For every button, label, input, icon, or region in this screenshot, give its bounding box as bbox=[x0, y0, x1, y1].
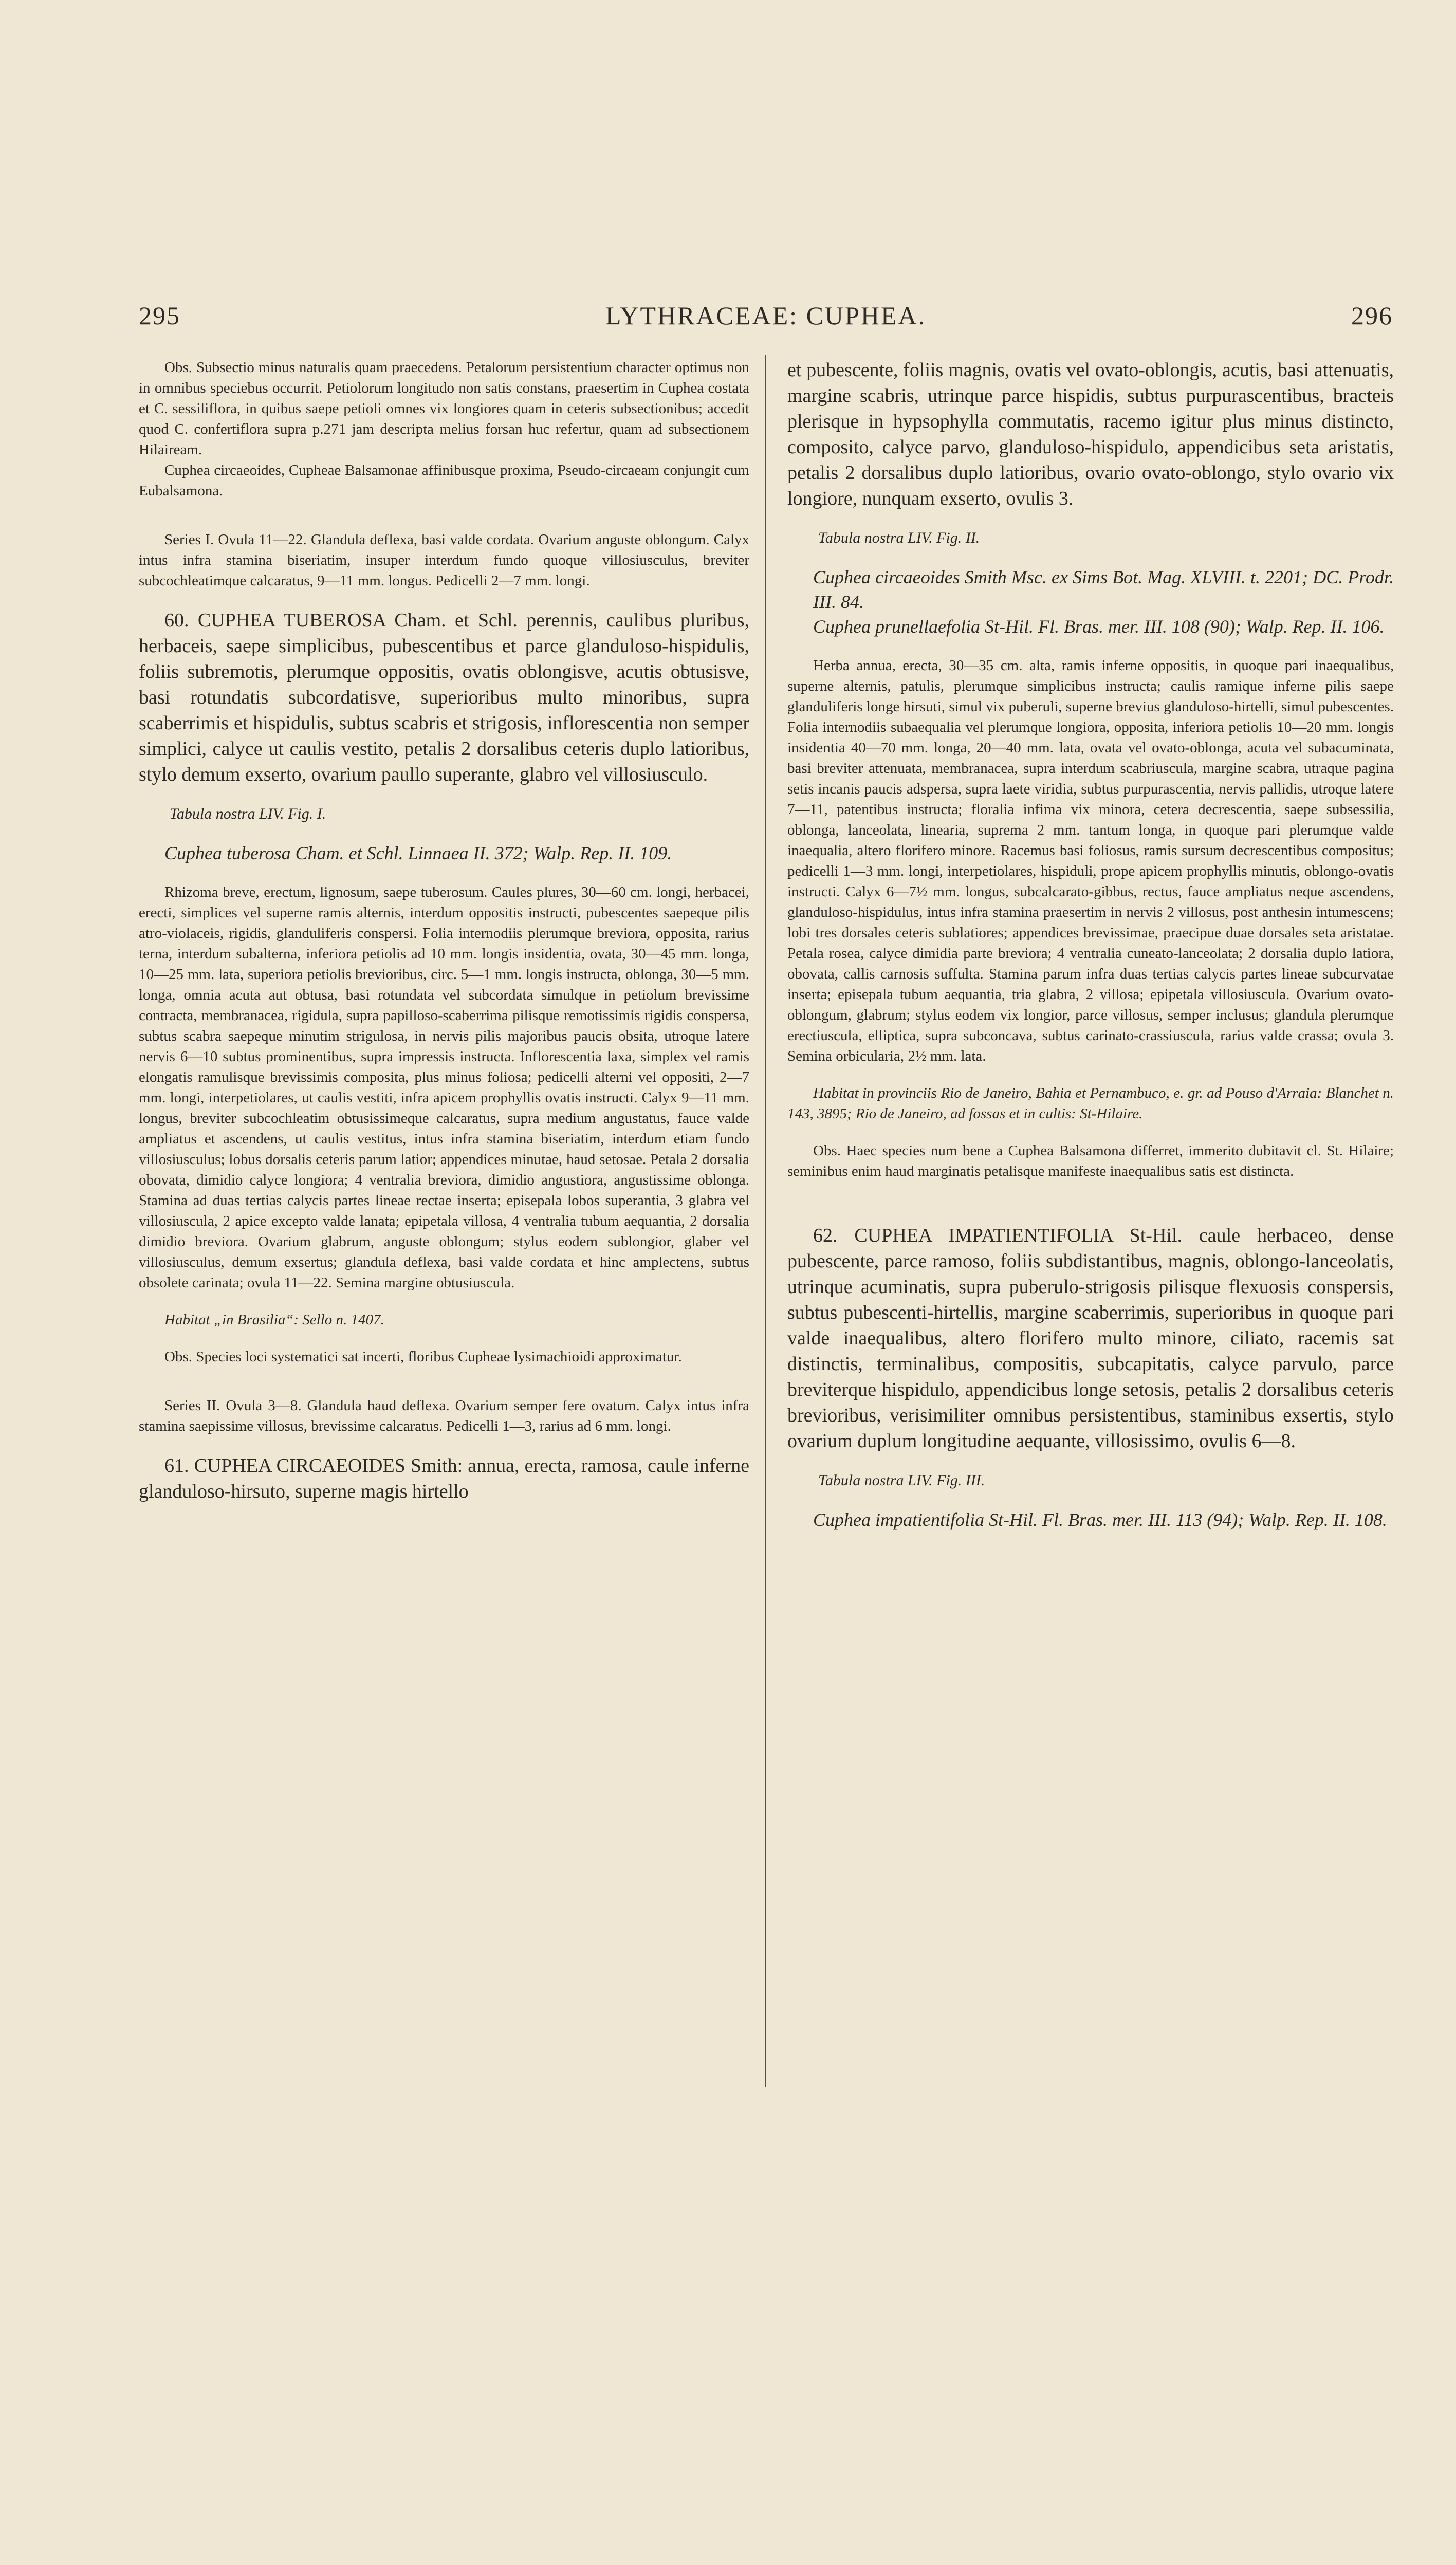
species-61-description: Herba annua, erecta, 30—35 cm. alta, ramis inferne oppositis, in quoque pari inaequalibus, superne alternis, patulis, plerumque simplicibus instructa; caulis ramique inferne pilis saepe glanduliferis longe hirsuti, simul vix puberuli, superne brevius glanduloso-hirtelli, simul pubescentes. Folia internodiis subaequalia vel plerumque longiora, opposita, inferiora petiolis 10—20 mm. longis insidentia 40—70 mm. longa, 20—40 mm. lata, ovata vel ovato-oblonga, acuta vel subacuminata, basi breviter attenuata, membranacea, supra interdum scabriuscula, margine scabra, utraque pagina setis incanis paucis adspersa, supra laete viridia, subtus purpurascentia, nervis pallidis, utroque latere 7—11, patentibus instructa; floralia infima vix minora, cetera decrescentia, saepe subsessilia, oblonga, lanceolata, linearia, suprema 2 mm. tantum longa, in quoque pari plerumque valde inaequalia, altero florifero minore. Racemus basi foliosus, ramis sursum decrescentibus compositus; pedicelli 1—3 mm. longi, interpetiolares, hispiduli, prope apicem prophyllis minutis, oblongo-ovatis instructi. Calyx 6—7½ mm. longus, subcalcarato-gibbus, rectus, fauce ampliatus neque ascendens, glanduloso-hispidulus, intus infra stamina praesertim in nervis 2 villosus, post anthesin intumescens; lobi tres dorsales ceteris sublatiores; appendices brevissimae, praecipue duae dorsales seta aristatae. Petala rosea, calyce dimidia parte breviora; 4 ventralia cuneato-lanceolata; 2 dorsalia duplo latiora, obovata, callis carnosis suffulta. Stamina parum infra duas tertias calycis partes lineae subcurvatae inserta; episepala tubum aequantia, tria glabra, 2 villosa; epipetala villosiuscula. Ovarium ovato-oblongum, glabrum; stylus eodem vix longior, parce villosus, semper inclusus; glandula plerumque erectiuscula, elliptica, supra subconcava, subtus carinato-crassiuscula, rarius valde crassa; ovula 3. Semina orbicularia, 2½ mm. lata. bbox=[787, 657, 1394, 1064]
page-number-left: 295 bbox=[139, 301, 180, 330]
column-divider bbox=[765, 355, 766, 2087]
species-60-description: Rhizoma breve, erectum, lignosum, saepe tuberosum. Caules plures, 30—60 cm. longi, herbacei, erecti, simplices vel superne ramis alternis, interdum oppositis instructi, pubescentes saepeque pilis atro-violaceis, rigidis, glanduliferis conspersi. Folia internodiis plerumque breviora, opposita, rarius terna, interdum subalterna, inferiora petiolis ad 10 mm. longis insidentia, ovata, 30—45 mm. longa, 10—25 mm. lata, superiora petiolis brevioribus, circ. 5—1 mm. longis instructa, oblonga, 30—5 mm. longa, omnia acuta aut obtusa, basi rotundata vel subcordata simulque in petiolum brevissime contracta, membranacea, rigidula, supra papilloso-scaberrima pilisque remotissimis rigidis conspersa, subtus scabra saepeque minutim strigulosa, in nervis pilis majoribus paucis obsita, utroque latere nervis 6—10 subtus prominentibus, supra impressis instructa. Inflorescentia laxa, simplex vel ramis elongatis ramulisque brevissimis composita, plus minus foliosa; pedicelli alterni vel oppositi, 2—7 mm. longi, interpetiolares, ut caulis vestiti, infra apicem prophyllis ovatis instructi. Calyx 9—11 mm. longus, breviter subcochleatim obtusissimeque calcaratus, supra medium angustatus, fauce valde ampliatus et ascendens, ut caulis vestitus, intus infra stamina biseriatim, interdum etiam fundo villosiusculus; lobus dorsalis ceteris parum latior; appendices minutae, haud setosae. Petala 2 dorsalia obovata, dimidio calyce longiora; 4 ventralia breviora, dimidio angustiora, angustissime oblonga. Stamina ad duas tertias calycis partes lineae rectae inserta; episepala lobos superantia, 3 glabra vel villosiuscula, 2 apice excepto valde lanata; epipetala villosa, 4 ventralia tubum aequantia, 2 dorsalia dimidio breviora. Ovarium glabrum, anguste oblongum; stylus eodem sublongior, glaber vel villosiusculus, demum exsertus; glandula deflexa, basi valde cordata et hinc amplectens, subtus obsolete carinata; ovula 11—22. Semina margine obtusiuscula. bbox=[139, 884, 749, 1291]
species-61-diagnosis-start: 61. CUPHEA CIRCAEOIDES Smith: annua, erecta, ramosa, caule inferne glanduloso-hirsuto, superne magis hirtello bbox=[139, 1455, 749, 1502]
page-number-right: 296 bbox=[1351, 301, 1393, 330]
species-61-citation-1: Cuphea circaeoides Smith Msc. ex Sims Bot. Mag. XLVIII. t. 2201; DC. Prodr. III. 84. bbox=[813, 567, 1394, 612]
species-61-habitat: Habitat in provinciis Rio de Janeiro, Bahia et Pernambuco, e. gr. ad Pouso d'Arraia: Blanchet n. 143, 3895; Rio de Janeiro, ad fossas et in cultis: St-Hilaire. bbox=[787, 1085, 1394, 1122]
series-1: Series I. Ovula 11—22. Glandula deflexa, basi valde cordata. Ovarium anguste oblongum. Calyx intus infra stamina biseriatim, insuper interdum fundo quoque villosiusculus, breviter subcochleatimque calcaratus, 9—11 mm. longus. Pedicelli 2—7 mm. longi. bbox=[139, 531, 749, 589]
left-column bbox=[139, 357, 749, 1504]
obs-circaeoides: Cuphea circaeoides, Cupheae Balsamonae affinibusque proxima, Pseudo-circaeam conjungit cum Eubalsamona. bbox=[139, 462, 749, 499]
obs-subsection: Obs. Subsectio minus naturalis quam praecedens. Petalorum persistentium character optimus non in omnibus speciebus occurrit. Petiolorum longitudo non satis constans, praesertim in Cuphea costata et C. sessiliflora, in quibus saepe petioli omnes vix longiores quam in ceteris subsectionibus; accedit quod C. confertiflora supra p.271 jam descripta melius forsan huc refertur, quam ad subsectionem Hilaiream. bbox=[139, 359, 749, 458]
species-60-citation: Cuphea tuberosa Cham. et Schl. Linnaea II. 372; Walp. Rep. II. 109. bbox=[164, 843, 672, 863]
species-61-citation-2: Cuphea prunellaefolia St-Hil. Fl. Bras. mer. III. 108 (90); Walp. Rep. II. 106. bbox=[813, 616, 1385, 637]
species-62-citation: Cuphea impatientifolia St-Hil. Fl. Bras. mer. III. 113 (94); Walp. Rep. II. 108. bbox=[813, 1509, 1387, 1530]
species-61-plate: Tabula nostra LIV. Fig. II. bbox=[818, 529, 980, 546]
right-column bbox=[787, 357, 1394, 1532]
species-62-plate: Tabula nostra LIV. Fig. III. bbox=[818, 1472, 985, 1489]
species-62-diagnosis: 62. CUPHEA IMPATIENTIFOLIA St-Hil. caule herbaceo, dense pubescente, parce ramoso, foliis subdistantibus, magnis, oblongo-lanceolatis, utrinque acuminatis, supra puberulo-strigosis pilisque flexuosis conspersis, subtus pubescenti-hirtellis, margine scaberrimis, superioribus in quoque pari valde inaequalibus, altero florifero multo minore, ciliato, racemis sat distinctis, terminalibus, compositis, subcapitatis, calyce parvulo, parce breviterque hispidulo, appendicibus longe setosis, petalis 2 dorsalibus ceteris brevioribus, verisimiliter omnibus persistentibus, staminibus exsertis, stylo ovarium duplum longitudine aequante, villosissimo, ovulis 6—8. bbox=[787, 1225, 1394, 1452]
species-60-diagnosis: 60. CUPHEA TUBEROSA Cham. et Schl. perennis, caulibus pluribus, herbaceis, saepe simplicibus, pubescentibus et parce glanduloso-hispidulis, foliis subremotis, plerumque oppositis, ovatis oblongisve, acutis obtusisve, basi rotundatis subcordatisve, superioribus multo minoribus, supra scaberrimis et hispidulis, subtus scabris et strigosis, inflorescentia non semper simplici, calyce ut caulis vestito, petalis 2 dorsalibus ceteris duplo latioribus, stylo demum exserto, ovarium paullo superante, glabro vel villosiusculo. bbox=[139, 610, 749, 785]
species-60-habitat: Habitat „in Brasilia“: Sello n. 1407. bbox=[164, 1312, 384, 1328]
species-60-observation: Obs. Species loci systematici sat incerti, floribus Cupheae lysimachioidi approximatur. bbox=[164, 1349, 682, 1365]
running-title: LYTHRACEAE: CUPHEA. bbox=[605, 301, 927, 330]
species-61-diagnosis-cont: et pubescente, foliis magnis, ovatis vel ovato-oblongis, acutis, basi attenuatis, margine scabris, utrinque parce hispidis, subtus purpurascentibus, bracteis plerisque in hypsophylla commutatis, racemo igitur plus minus distincto, composito, calyce parvo, glanduloso-hispidulo, appendicibus seta aristatis, petalis 2 dorsalibus duplo latioribus, ovario ovato-oblongo, stylo ovario vix longiore, nunquam exserto, ovulis 3. bbox=[787, 359, 1394, 509]
running-header bbox=[139, 301, 1393, 342]
series-2: Series II. Ovula 3—8. Glandula haud deflexa. Ovarium semper fere ovatum. Calyx intus infra stamina saepissime villosus, brevissime calcaratus. Pedicelli 1—3, rarius ad 6 mm. longi. bbox=[139, 1397, 749, 1434]
species-61-observation: Obs. Haec species num bene a Cuphea Balsamona differret, immerito dubitavit cl. St. Hilaire; seminibus enim haud marginatis petalisque manifeste inaequalibus satis est distincta. bbox=[787, 1142, 1394, 1179]
species-60-plate: Tabula nostra LIV. Fig. I. bbox=[170, 805, 326, 822]
